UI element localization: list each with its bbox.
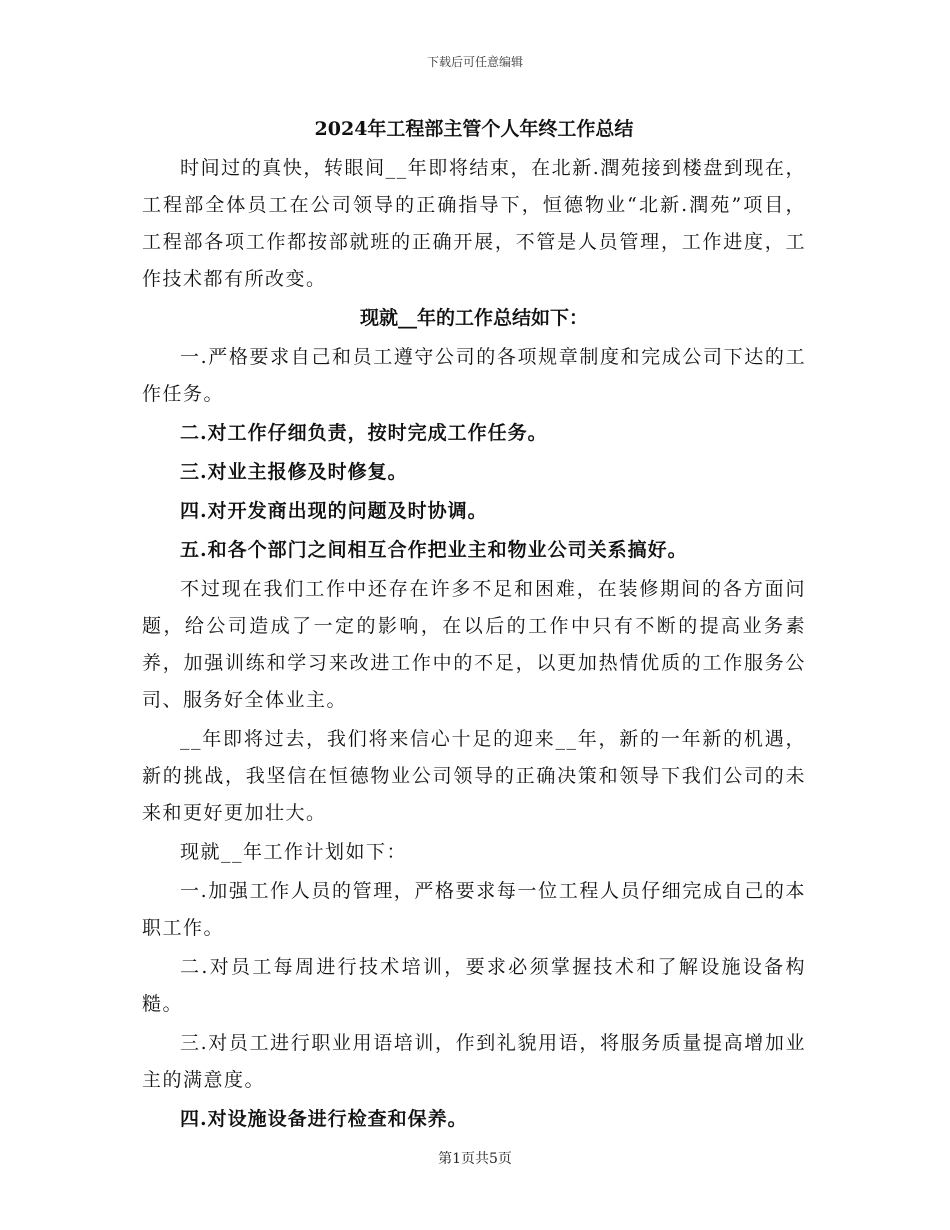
page-header-note: 下载后可任意编辑: [426, 55, 523, 69]
document-title: 2024年工程部主管个人年终工作总结: [314, 118, 634, 140]
summary-heading: 现就__年的工作总结如下：: [359, 307, 588, 329]
page-number: 第1页共5页: [438, 1151, 512, 1167]
plan-heading: 现就__年工作计划如下：: [180, 841, 408, 863]
intro-paragraph: 时间过的真快，转眼间__年即将结束，在北新.潤苑接到楼盘到现在，工程部全体员工在公司领导的正确指导下，恒德物业“北新.潤苑”项目，工程部各项工作都按部就班的正确开展，不管是人员管理，工作进度，工作技术都有所改变。: [142, 157, 806, 290]
plan-item-4: 四.对设施设备进行检查和保养。: [180, 1108, 468, 1130]
summary-item-1: 一.严格要求自己和员工遵守公司的各项规章制度和完成公司下达的工作任务。: [142, 346, 806, 405]
plan-item-3: 三.对员工进行职业用语培训，作到礼貌用语，将服务质量提高增加业主的满意度。: [142, 1032, 806, 1091]
plan-item-2: 二.对员工每周进行技术培训，要求必须掌握技术和了解设施设备构糙。: [142, 956, 806, 1015]
summary-item-5: 五.和各个部门之间相互合作把业主和物业公司关系搞好。: [180, 539, 688, 561]
plan-item-1: 一.加强工作人员的管理，严格要求每一位工程人员仔细完成自己的本职工作。: [142, 880, 806, 939]
shortcomings-paragraph: 不过现在我们工作中还存在许多不足和困难，在装修期间的各方面问题，给公司造成了一定的影响，在以后的工作中只有不断的提高业务素养，加强训练和学习来改进工作中的不足，以更加热情优质的工作服务公司、服务好全体业主。: [142, 578, 806, 711]
outlook-paragraph: __年即将过去，我们将来信心十足的迎来__年，新的一年新的机遇，新的挑战，我坚信在恒德物业公司领导的正确决策和领导下我们公司的未来和更好更加壮大。: [142, 728, 806, 824]
summary-item-4: 四.对开发商出现的问题及时协调。: [180, 500, 488, 522]
document-body: [142, 112, 806, 1140]
summary-item-2: 二.对工作仔细负责，按时完成工作任务。: [180, 422, 548, 444]
summary-item-3: 三.对业主报修及时修复。: [180, 461, 408, 483]
